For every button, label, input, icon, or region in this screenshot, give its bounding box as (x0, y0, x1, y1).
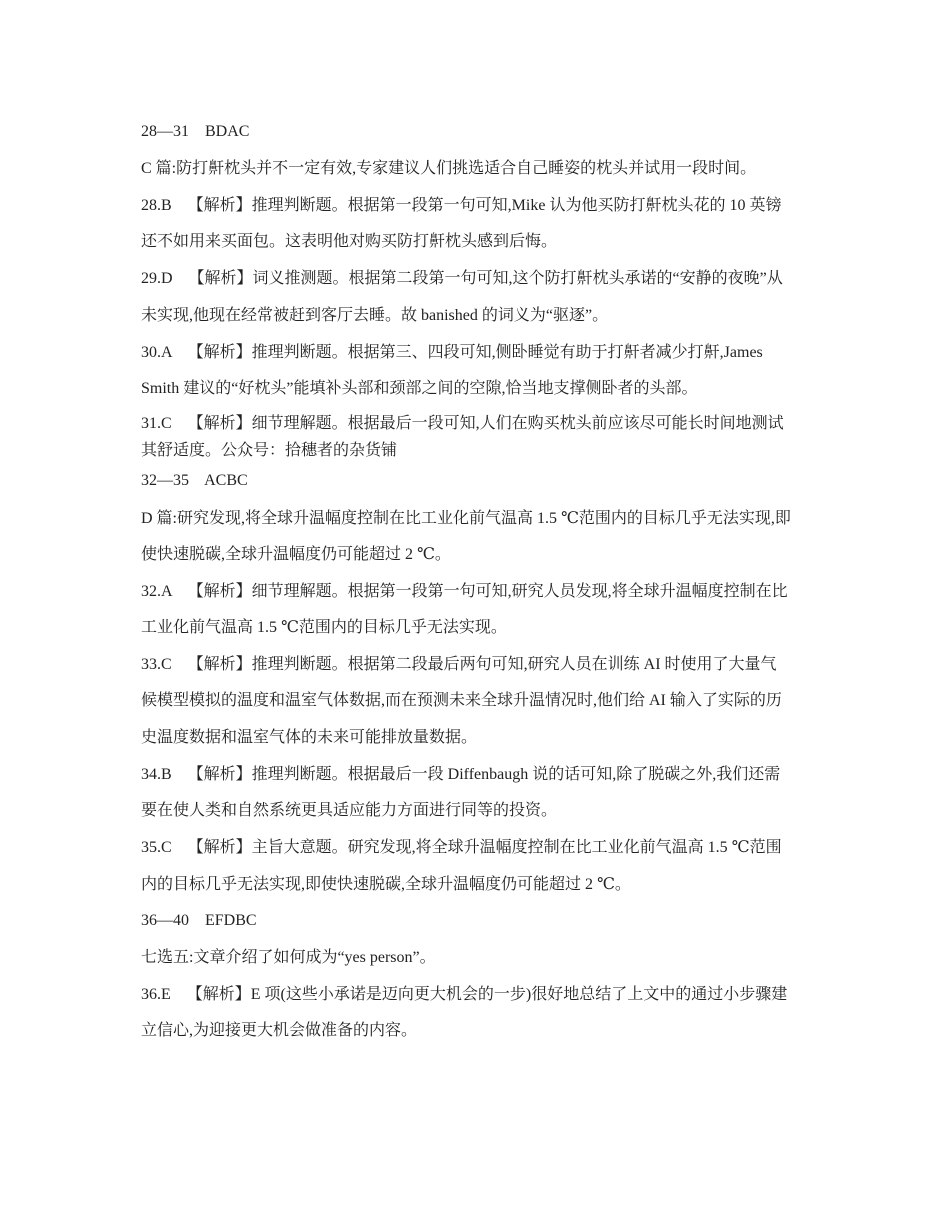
seven-choose-five-summary: 七选五:文章介绍了如何成为“yes person”。 (141, 949, 436, 966)
explanation-33: 33.C 【解析】推理判断题。根据第二段最后两句可知,研究人员在训练 AI 时使用了大量气 (141, 656, 777, 673)
explanation-31-cont: 其舒适度。公众号：拾穗者的杂货铺 (141, 442, 398, 459)
explanation-35: 35.C 【解析】主旨大意题。研究发现,将全球升温幅度控制在比工业化前气温高 1.5 ℃范围 (141, 839, 782, 856)
explanation-30-cont: Smith 建议的“好枕头”能填补头部和颈部之间的空隙,恰当地支撑侧卧者的头部。 (141, 380, 698, 397)
answer-key-36-40: 36—40 EFDBC (141, 912, 257, 929)
explanation-35-cont: 内的目标几乎无法实现,即使快速脱碳,全球升温幅度仍可能超过 2 ℃。 (141, 876, 631, 893)
explanation-29-cont: 未实现,他现在经常被赶到客厅去睡。故 banished 的词义为“驱逐”。 (141, 307, 609, 324)
passage-d-summary: D 篇:研究发现,将全球升温幅度控制在比工业化前气温高 1.5 ℃范围内的目标几乎无法实现,即 (141, 510, 791, 527)
explanation-36: 36.E 【解析】E 项(这些小承诺是迈向更大机会的一步)很好地总结了上文中的通过小步骤建 (141, 986, 788, 1003)
answer-key-28-31: 28—31 BDAC (141, 123, 250, 140)
explanation-32-cont: 工业化前气温高 1.5 ℃范围内的目标几乎无法实现。 (141, 619, 507, 636)
explanation-31: 31.C 【解析】细节理解题。根据最后一段可知,人们在购买枕头前应该尽可能长时间地测试 (141, 415, 784, 432)
explanation-36-cont: 立信心,为迎接更大机会做准备的内容。 (141, 1022, 418, 1039)
explanation-29: 29.D 【解析】词义推测题。根据第二段第一句可知,这个防打鼾枕头承诺的“安静的夜晚”从 (141, 270, 783, 287)
explanation-34: 34.B 【解析】推理判断题。根据最后一段 Diffenbaugh 说的话可知,除了脱碳之外,我们还需 (141, 766, 781, 783)
explanation-32: 32.A 【解析】细节理解题。根据第一段第一句可知,研究人员发现,将全球升温幅度控制在比 (141, 583, 788, 600)
explanation-30: 30.A 【解析】推理判断题。根据第三、四段可知,侧卧睡觉有助于打鼾者减少打鼾,James (141, 344, 763, 361)
explanation-33-cont2: 史温度数据和温室气体的未来可能排放量数据。 (141, 729, 478, 746)
answer-key-32-35: 32—35 ACBC (141, 472, 248, 489)
passage-d-summary-cont: 使快速脱碳,全球升温幅度仍可能超过 2 ℃。 (141, 546, 451, 563)
passage-c-summary: C 篇:防打鼾枕头并不一定有效,专家建议人们挑选适合自己睡姿的枕头并试用一段时间。 (141, 160, 757, 177)
explanation-33-cont: 候模型模拟的温度和温室气体数据,而在预测未来全球升温情况时,他们给 AI 输入了实际的历 (141, 692, 782, 709)
explanation-28-cont: 还不如用来买面包。这表明他对购买防打鼾枕头感到后悔。 (141, 233, 558, 250)
explanation-34-cont: 要在使人类和自然系统更具适应能力方面进行同等的投资。 (141, 802, 558, 819)
explanation-28: 28.B 【解析】推理判断题。根据第一段第一句可知,Mike 认为他买防打鼾枕头花的 10 英镑 (141, 197, 782, 214)
